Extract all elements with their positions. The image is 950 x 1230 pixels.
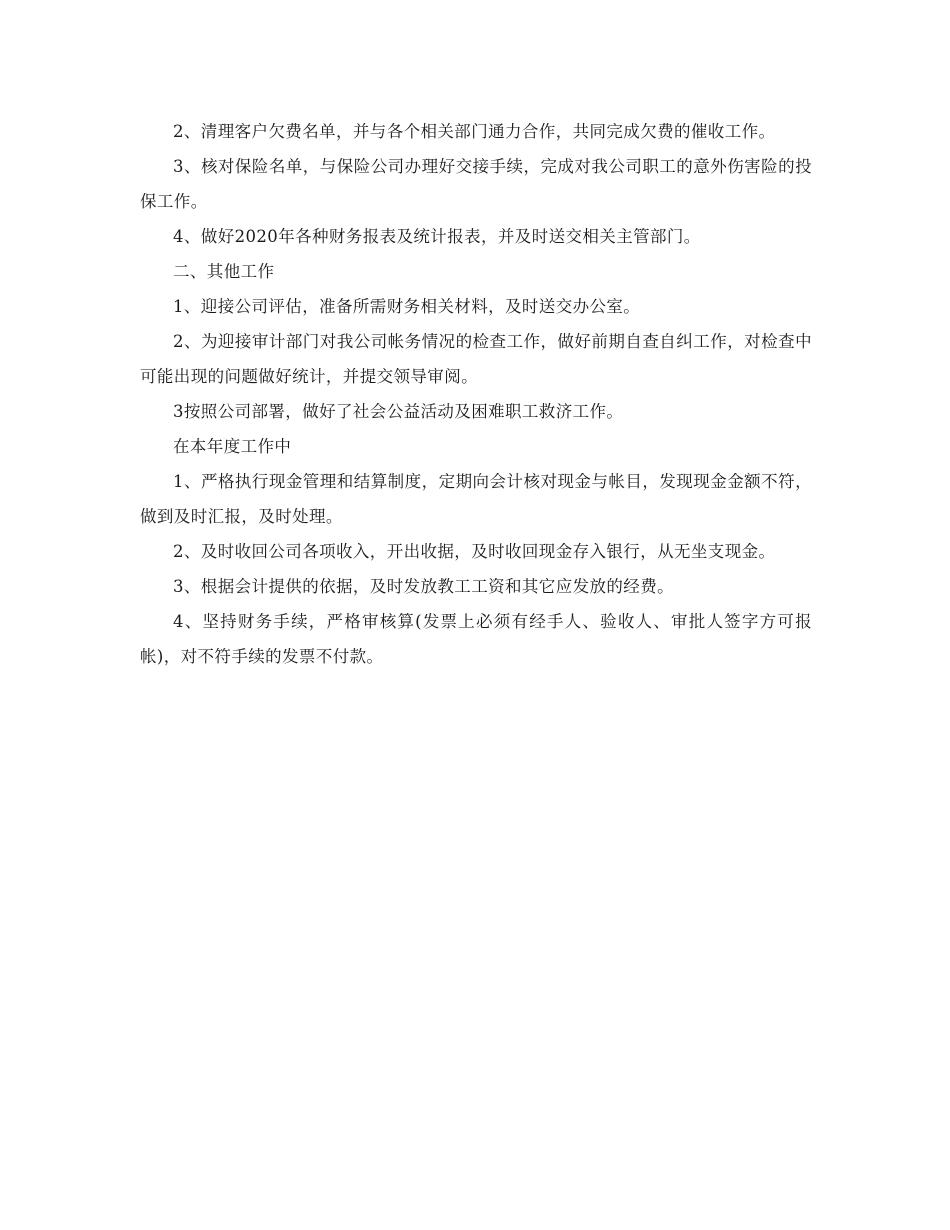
paragraph-income-collection: 2、及时收回公司各项收入，开出收据，及时收回现金存入银行，从无坐支现金。 xyxy=(173,542,776,561)
section-heading-this-year: 在本年度工作中 xyxy=(173,437,292,456)
section-heading-other-work: 二、其他工作 xyxy=(173,262,275,281)
paragraph-insurance-list: 3、核对保险名单，与保险公司办理好交接手续，完成对我公司职工的意外伤害险的投保工作。 xyxy=(140,157,812,211)
paragraph-audit-preparation: 2、为迎接审计部门对我公司帐务情况的检查工作，做好前期自查自纠工作，对检查中可能出现的问题做好统计，并提交领导审阅。 xyxy=(140,332,812,386)
paragraph-salary-payment: 3、根据会计提供的依据，及时发放教工工资和其它应发放的经费。 xyxy=(173,577,674,596)
paragraph-invoice-review: 4、坚持财务手续，严格审核算(发票上必须有经手人、验收人、审批人签字方可报帐)，对不符手续的发票不付款。 xyxy=(140,612,812,666)
paragraph-cash-management: 1、严格执行现金管理和结算制度，定期向会计核对现金与帐目，发现现金金额不符，做到及时汇报，及时处理。 xyxy=(140,472,812,526)
document-body xyxy=(140,114,812,674)
paragraph-customer-arrears: 2、清理客户欠费名单，并与各个相关部门通力合作，共同完成欠费的催收工作。 xyxy=(173,122,776,141)
paragraph-financial-reports: 4、做好2020年各种财务报表及统计报表，并及时送交相关主管部门。 xyxy=(173,227,701,246)
paragraph-public-welfare: 3按照公司部署，做好了社会公益活动及困难职工救济工作。 xyxy=(173,402,624,421)
paragraph-company-evaluation: 1、迎接公司评估，准备所需财务相关材料，及时送交办公室。 xyxy=(173,297,641,316)
